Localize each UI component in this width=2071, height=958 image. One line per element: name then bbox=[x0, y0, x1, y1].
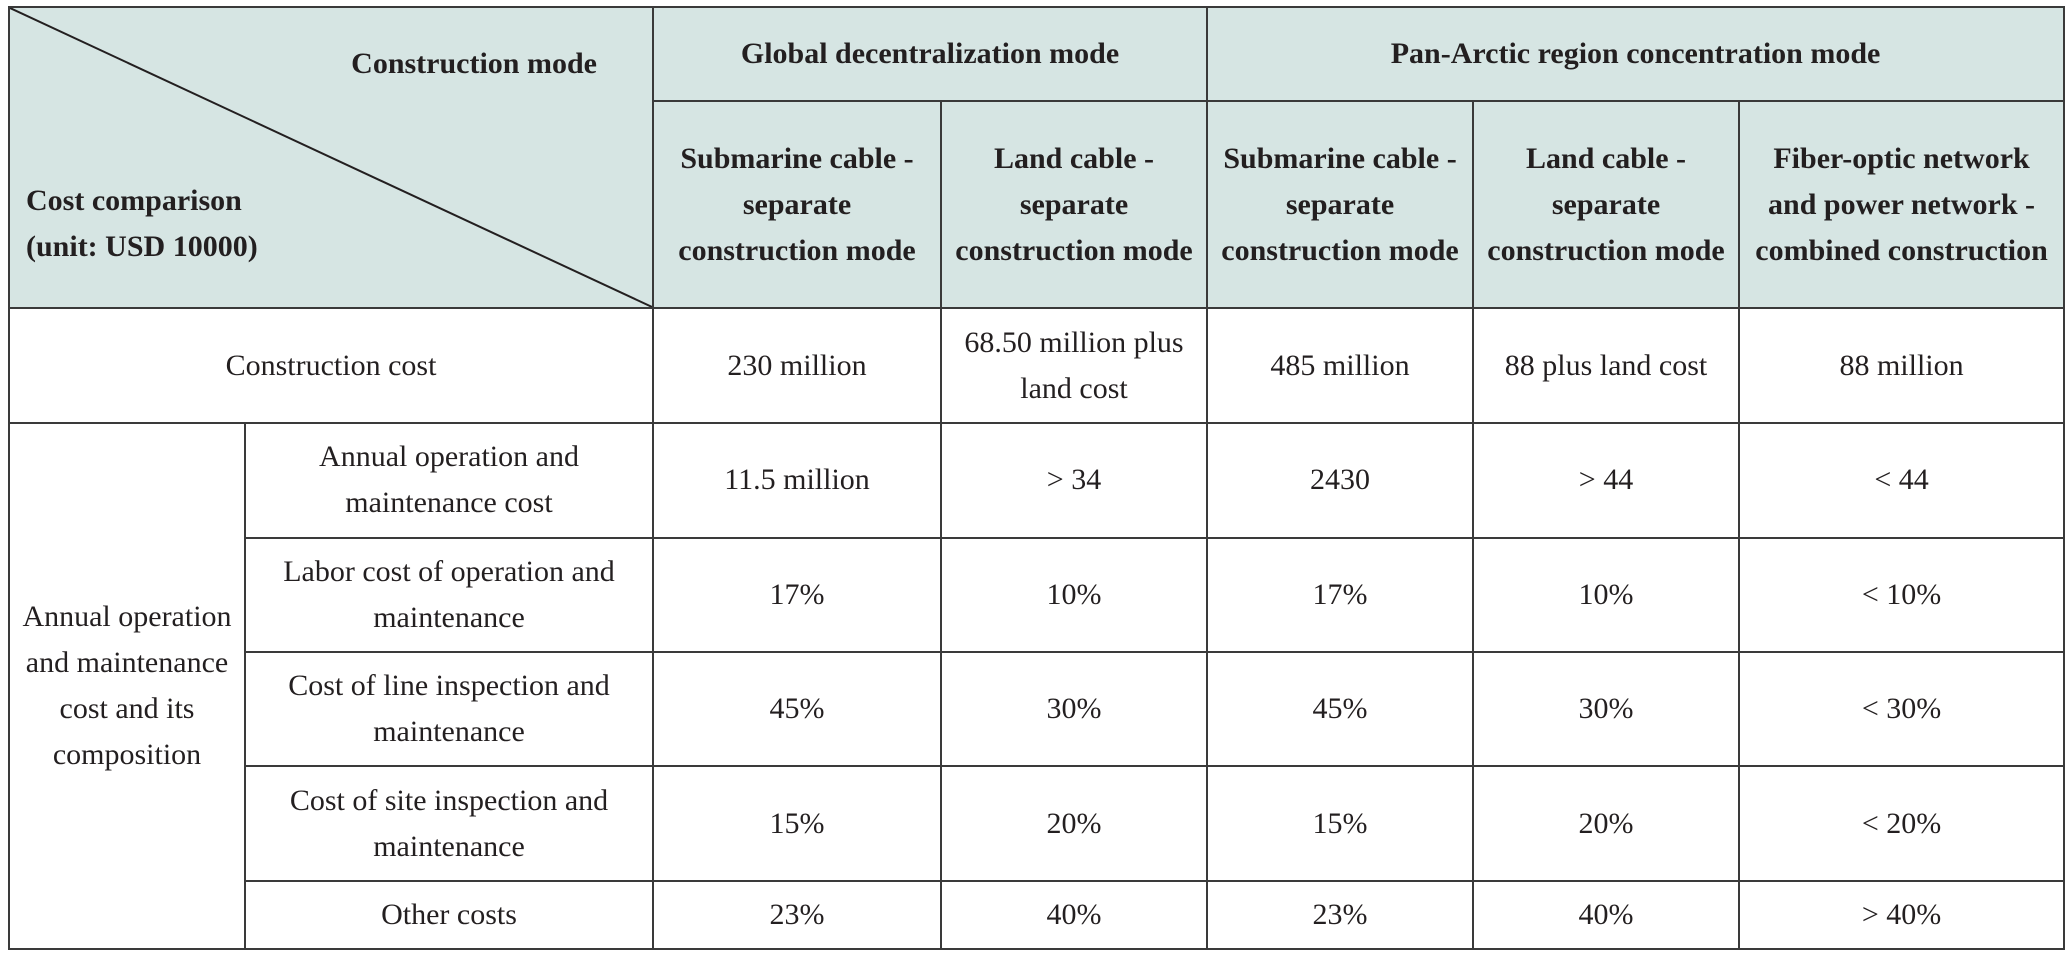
table-cell: 88 million bbox=[1739, 308, 2064, 423]
table-cell: 11.5 million bbox=[653, 423, 941, 537]
table-cell: 15% bbox=[653, 766, 941, 880]
table-row bbox=[9, 538, 2064, 652]
column-header: Land cable - separate construction mode bbox=[1473, 101, 1739, 308]
table-cell: 23% bbox=[1207, 881, 1473, 949]
table-cell: 485 million bbox=[1207, 308, 1473, 423]
table-cell: 20% bbox=[1473, 766, 1739, 880]
table-cell: 2430 bbox=[1207, 423, 1473, 537]
table-row bbox=[9, 766, 2064, 880]
table-row bbox=[9, 308, 2064, 423]
table-row bbox=[9, 652, 2064, 766]
row-label: Labor cost of operation and maintenance bbox=[245, 538, 653, 652]
table-cell: 30% bbox=[941, 652, 1207, 766]
table-row bbox=[9, 423, 2064, 537]
table-cell: < 30% bbox=[1739, 652, 2064, 766]
column-header: Land cable - separate construction mode bbox=[941, 101, 1207, 308]
row-label: Construction cost bbox=[9, 308, 653, 423]
table-cell: > 40% bbox=[1739, 881, 2064, 949]
column-header: Submarine cable - separate construction mode bbox=[1207, 101, 1473, 308]
table-cell: 45% bbox=[1207, 652, 1473, 766]
table-cell: 40% bbox=[941, 881, 1207, 949]
table-cell: 15% bbox=[1207, 766, 1473, 880]
group-row-label: Annual operation and maintenance cost and its composition bbox=[9, 423, 245, 949]
table-cell: 23% bbox=[653, 881, 941, 949]
row-label: Other costs bbox=[245, 881, 653, 949]
table-cell: 20% bbox=[941, 766, 1207, 880]
table-cell: 10% bbox=[941, 538, 1207, 652]
table-cell: < 44 bbox=[1739, 423, 2064, 537]
table-cell: < 10% bbox=[1739, 538, 2064, 652]
table-cell: > 34 bbox=[941, 423, 1207, 537]
construction-mode-label: Construction mode bbox=[351, 47, 597, 80]
row-label: Cost of site inspection and maintenance bbox=[245, 766, 653, 880]
table-cell: 17% bbox=[653, 538, 941, 652]
table-row bbox=[9, 881, 2064, 949]
table-cell: 40% bbox=[1473, 881, 1739, 949]
row-label: Cost of line inspection and maintenance bbox=[245, 652, 653, 766]
table-cell: 88 plus land cost bbox=[1473, 308, 1739, 423]
cost-comparison-table bbox=[8, 6, 2065, 950]
table-cell: 45% bbox=[653, 652, 941, 766]
table-cell: 17% bbox=[1207, 538, 1473, 652]
row-label: Annual operation and maintenance cost bbox=[245, 423, 653, 537]
table-cell: 230 million bbox=[653, 308, 941, 423]
table-cell: 10% bbox=[1473, 538, 1739, 652]
column-header: Fiber-optic network and power network - combined construction bbox=[1739, 101, 2064, 308]
table-cell: < 20% bbox=[1739, 766, 2064, 880]
group-header-global: Global decentralization mode bbox=[653, 7, 1207, 101]
group-header-pan-arctic: Pan-Arctic region concentration mode bbox=[1207, 7, 2064, 101]
column-header: Submarine cable - separate construction mode bbox=[653, 101, 941, 308]
corner-header-cell bbox=[9, 7, 653, 308]
cost-comparison-label: Cost comparison (unit: USD 10000) bbox=[26, 184, 258, 263]
table-cell: 30% bbox=[1473, 652, 1739, 766]
table-cell: 68.50 million plus land cost bbox=[941, 308, 1207, 423]
table-cell: > 44 bbox=[1473, 423, 1739, 537]
